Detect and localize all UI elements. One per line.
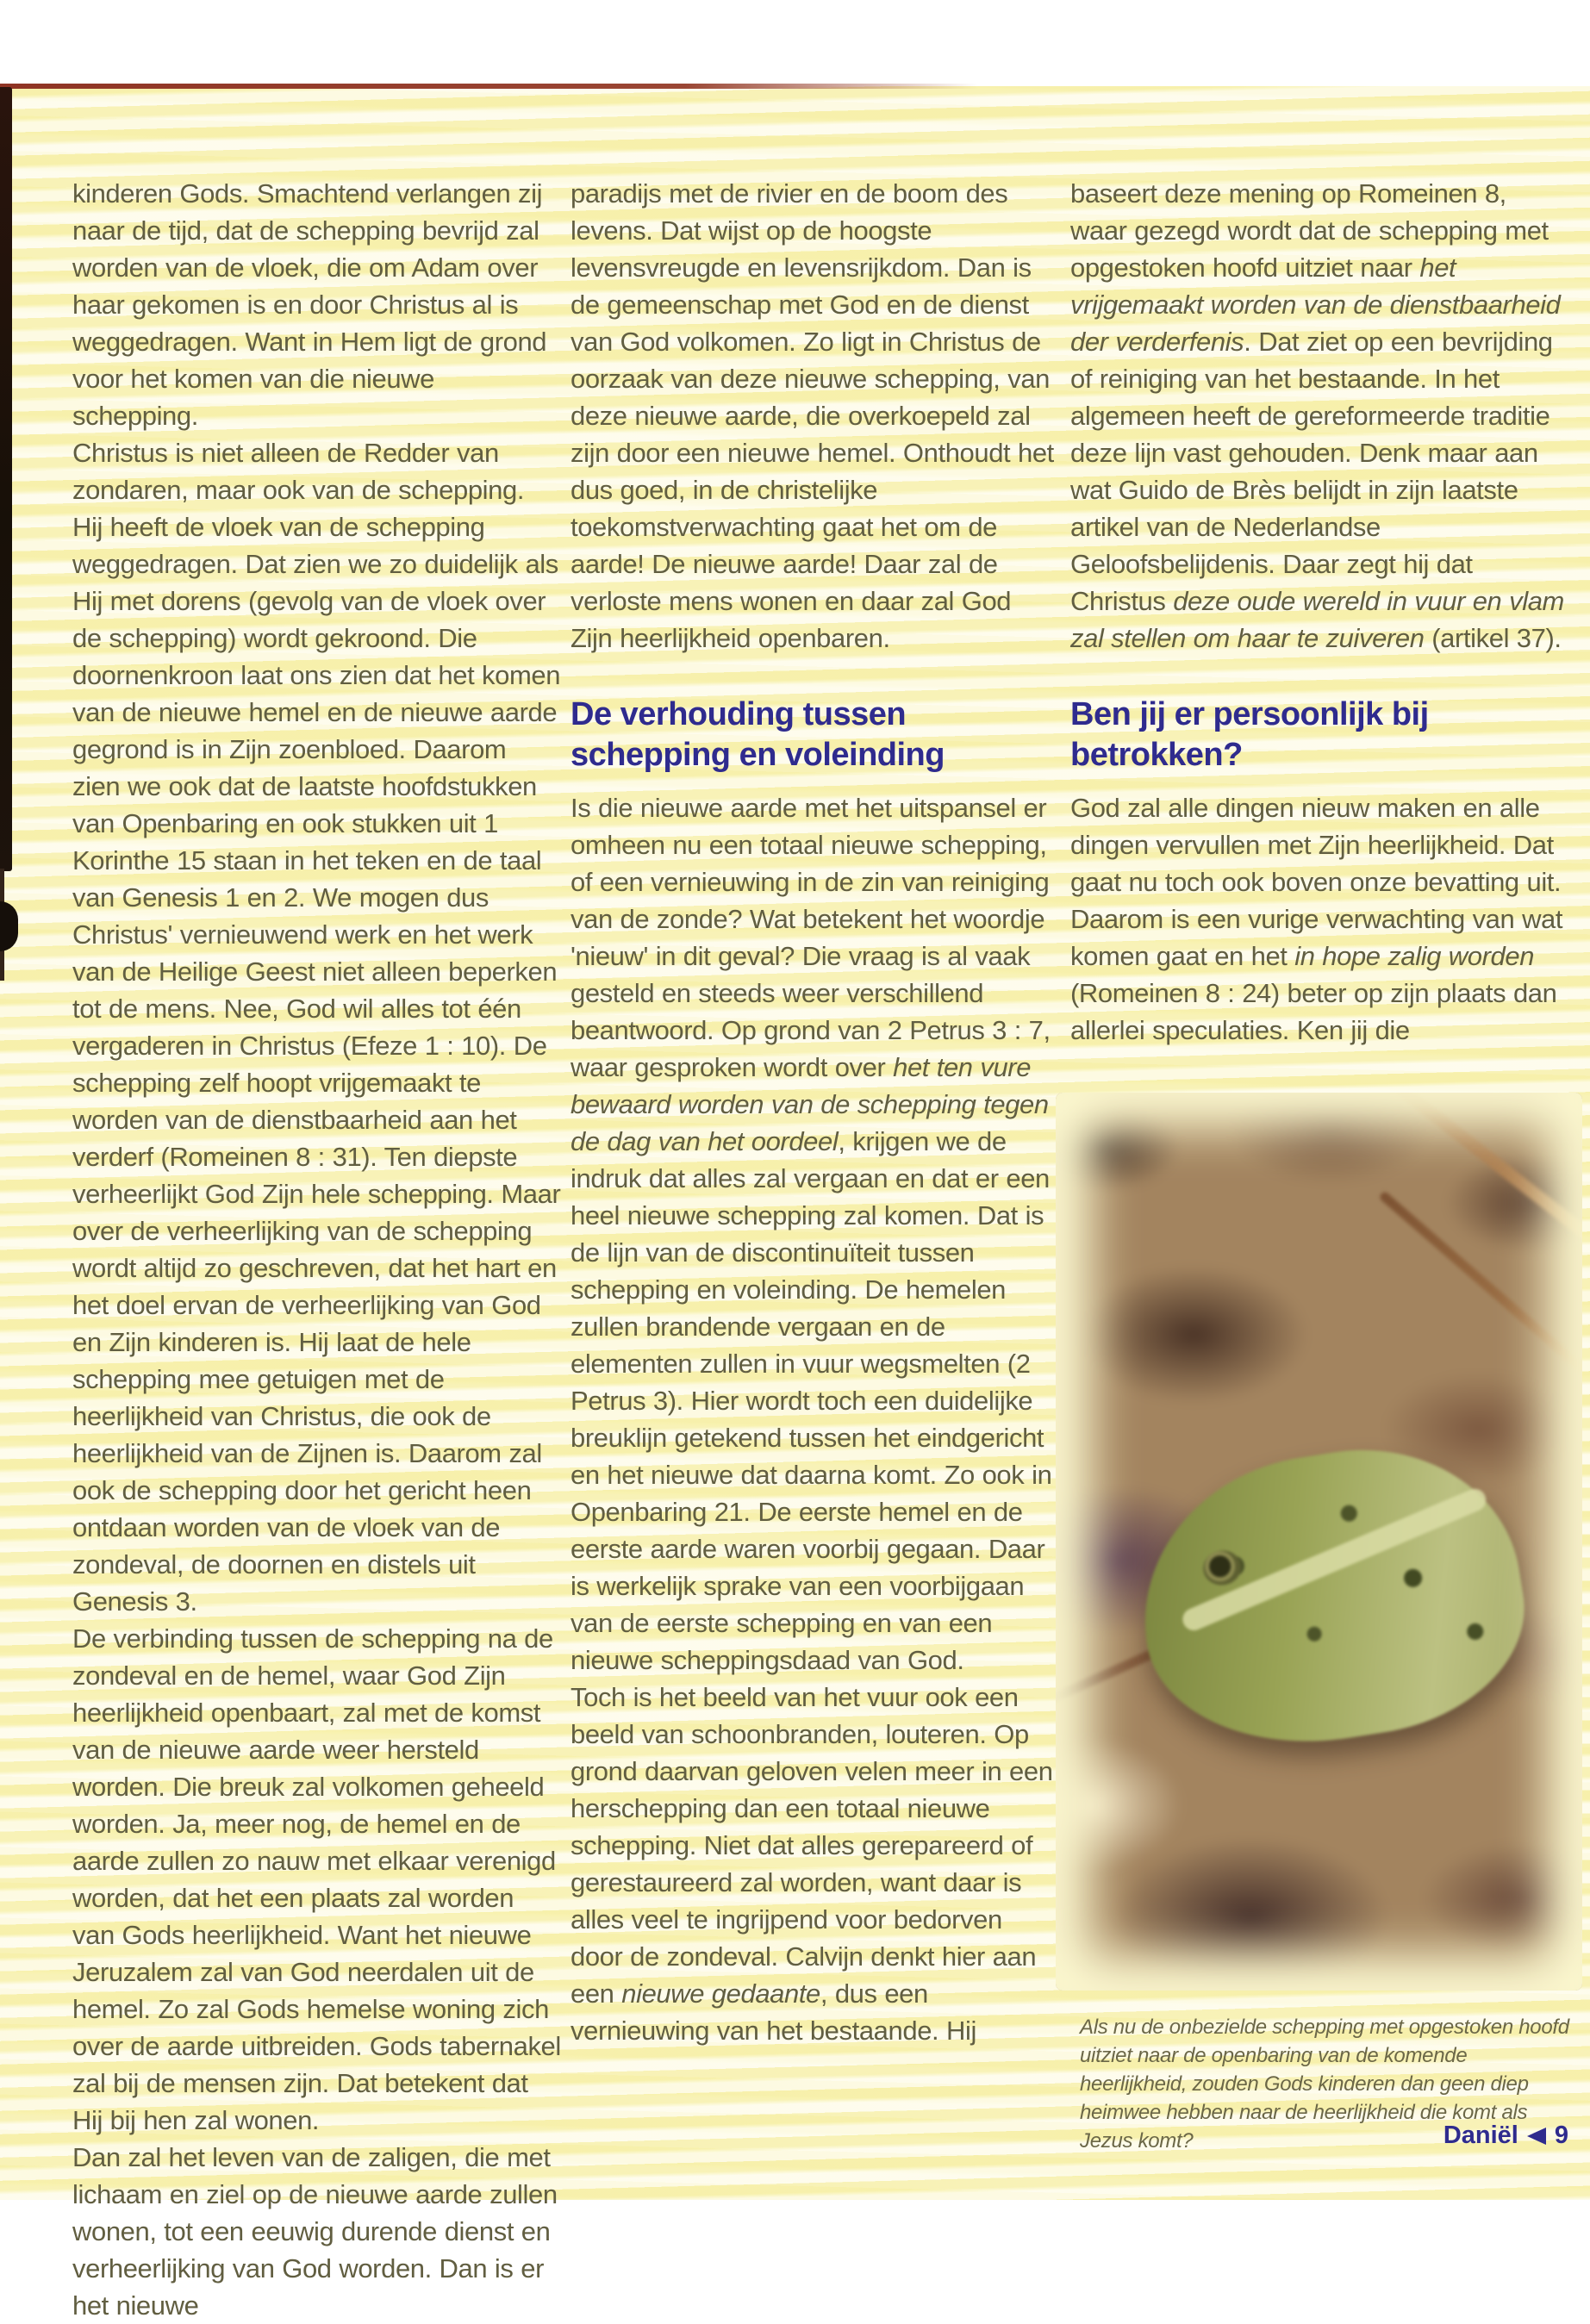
body-paragraph: Dan zal het leven van de zaligen, die met lichaam en ziel op de nieuwe aarde zullen wonen, tot een eeuwig durende dienst en verheerlijking van God worden. Dan is er het nieuwe — [72, 2142, 558, 2321]
column-1 — [72, 175, 561, 2324]
column-2 — [571, 175, 1059, 2049]
body-paragraph: God zal alle dingen nieuw maken en alle dingen vervullen met Zijn heerlijkheid. Dat gaat nu toch ook boven onze bevatting uit. Daarom is een vurige verwachting van wat komen gaat en het in hope zalig worden (Romeinen 8 : 24) beter op zijn plaats dan allerlei speculaties. Ken jij die — [1070, 793, 1563, 1045]
magazine-name: Daniël — [1443, 2122, 1518, 2149]
body-paragraph: De verbinding tussen de schepping na de zondeval en de hemel, waar God Zijn heerlijkheid openbaart, zal met de komst van de nieuwe aarde weer hersteld worden. Die breuk zal volkomen geheeld worden. Ja, meer nog, de hemel en de aarde zullen zo nauw met elkaar verenigd worden, dat het een plaats zal worden van Gods heerlijkheid. Want het nieuwe Jeruzalem zal van God neerdalen uit de hemel. Zo zal Gods hemelse woning zich over de aarde uitbreiden. Gods tabernakel zal bij de mensen zijn. Dat betekent dat Hij bij hen zal wonen. — [72, 1623, 561, 2135]
section-heading: De verhouding tussen schepping en voleinding — [571, 696, 945, 773]
section-heading: Ben jij er persoonlijk bij betrokken? — [1070, 696, 1429, 773]
frog-eye — [1200, 1548, 1244, 1587]
body-paragraph: paradijs met de rivier en de boom des levens. Dat wijst op de hoogste levensvreugde en levensrijkdom. Dan is de gemeenschap met God en de dienst van God volkomen. Zo ligt in Christus de oorzaak van deze nieuwe schepping, van deze nieuwe aarde, die overkoepeld zal zijn door een nieuwe hemel. Onthoudt het dus goed, in de christelijke toekomstverwachting gaat het om de aarde! De nieuwe aarde! Daar zal de verloste mens wonen en daar zal God Zijn heerlijkheid openbaren. — [571, 178, 1054, 653]
page-number: 9 — [1554, 2122, 1568, 2149]
body-paragraph: Christus is niet alleen de Redder van zondaren, maar ook van de schepping. Hij heeft de vloek van de schepping weggedragen. Dat zien we zo duidelijk als Hij met dorens (gevolg van de vloek over de schepping) wordt gekroond. Die doornenkroon laat ons zien dat het komen van de nieuwe hemel en de nieuwe aarde gegrond is in Zijn zoenbloed. Daarom zien we ook dat de laatste hoofdstukken van Openbaring en ook stukken uit 1 Korinthe 15 staan in het teken en de taal van Genesis 1 en 2. We mogen dus Christus' vernieuwend werk en het werk van de Heilige Geest niet alleen beperken tot de mens. Nee, God wil alles tot één vergaderen in Christus (Efeze 1 : 10). De schepping zelf hoopt vrijgemaakt te worden van de dienstbaarheid aan het verderf (Romeinen 8 : 31). Ten diepste verheerlijkt God Zijn hele schepping. Maar over de verheerlijking van de schepping wordt altijd zo geschreven, dat het hart en het doel ervan de verheerlijking van God en Zijn kinderen is. Hij laat de hele schepping mee getuigen met de heerlijkheid van Christus, die ook de heerlijkheid van de Zijnen is. Daarom zal ook de schepping door het gericht heen ontdaan worden van de vloek van de zondeval, de doornen en distels uit Genesis 3. — [72, 438, 561, 1617]
body-paragraph: baseert deze mening op Romeinen 8, waar gezegd wordt dat de schepping met opgestoken hoofd uitziet naar het vrijgemaakt worden van de dienstbaarheid der verderfenis. Dat ziet op een bevrijding of reiniging van het bestaande. In het algemeen heeft de gereformeerde traditie deze lijn vast gehouden. Denk maar aan wat Guido de Brès belijdt in zijn laatste artikel van de Nederlandse Geloofsbelijdenis. Daar zegt hij dat Christus deze oude wereld in vuur en vlam zal stellen om haar te zuiveren (artikel 37). — [1070, 178, 1564, 653]
left-arrow-icon — [1527, 2128, 1546, 2145]
body-paragraph: kinderen Gods. Smachtend verlangen zij naar de tijd, dat de schepping bevrijd zal worden van de vloek, die om Adam over haar gekomen is en door Christus al is weggedragen. Want in Hem ligt de grond voor het komen van die nieuwe schepping. — [72, 178, 547, 431]
page-footer — [1293, 2122, 1568, 2150]
column-3 — [1070, 175, 1566, 1049]
body-paragraph: Is die nieuwe aarde met het uitspansel er omheen nu een totaal nieuwe schepping, of een vernieuwing in de zin van reiniging van de zonde? Wat betekent het woordje 'nieuw' in dit geval? Die vraag is al vaak gesteld en steeds weer verschillend beantwoord. Op grond van 2 Petrus 3 : 7, waar gesproken wordt over het ten vure bewaard worden van de schepping tegen de dag van het oordeel, krijgen we de indruk dat alles zal vergaan en dat er een heel nieuwe schepping zal komen. Dat is de lijn van de discontinuïteit tussen schepping en voleinding. De hemelen zullen brandende vergaan en de elementen zullen in vuur wegsmelten (2 Petrus 3). Hier wordt toch een duidelijke breuklijn getekend tussen het eindgericht en het nieuwe dat daarna komt. Zo ook in Openbaring 21. De eerste hemel en de eerste aarde waren voorbij gegaan. Daar is werkelijk sprake van een voorbijgaan van de eerste schepping en van een nieuwe scheppingsdaad van God. — [571, 793, 1052, 1675]
body-paragraph: Toch is het beeld van het vuur ook een beeld van schoonbranden, louteren. Op grond daarvan geloven velen meer in een herschepping dan een totaal nieuwe schepping. Niet dat alles gerepareerd of gerestaureerd zal worden, want daar is alles veel te ingrijpend voor bedorven door de zondeval. Calvijn denkt hier aan een nieuwe gedaante, dus een vernieuwing van het bestaande. Hij — [571, 1682, 1053, 2046]
frog-photo — [1056, 1093, 1582, 1991]
photo-caption: Als nu de onbezielde schepping met opgestoken hoofd uitziet naar de openbaring van de komende heerlijkheid, zouden Gods kinderen dan geen diep heimwee hebben naar de heerlijkheid die komt als Jezus komt? — [1080, 2016, 1569, 2153]
